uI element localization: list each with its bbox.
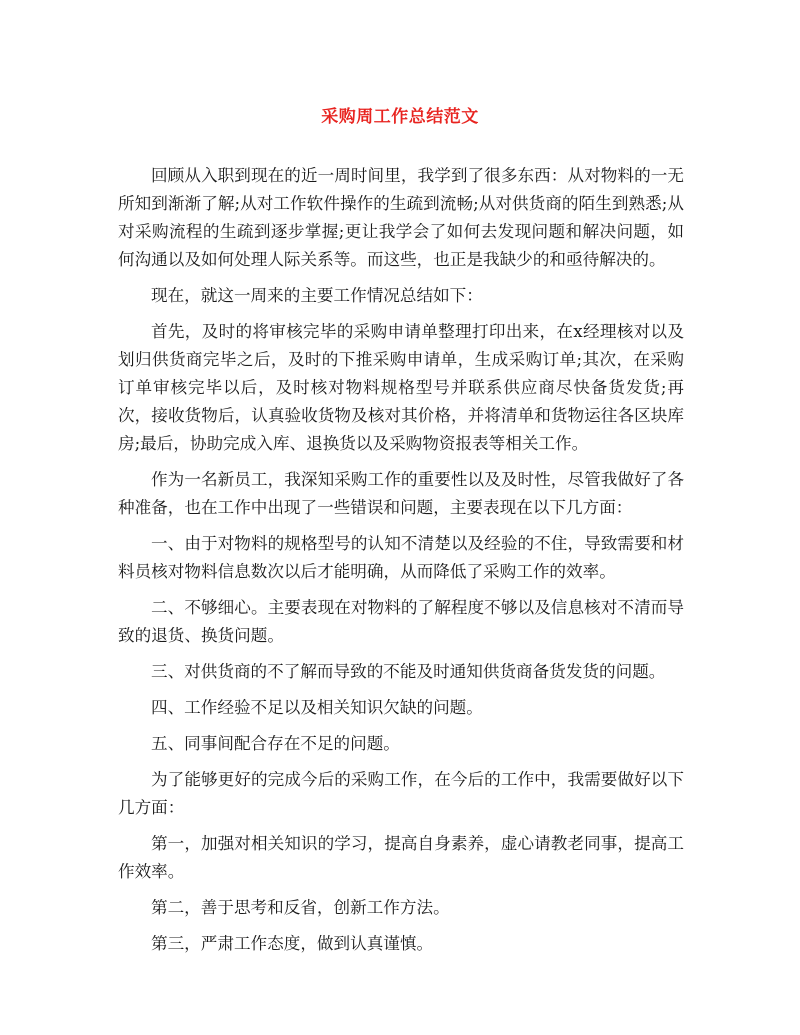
paragraph: 作为一名新员工，我深知采购工作的重要性以及及时性，尽管我做好了各种准备，也在工作中出现了一些错误和问题，主要表现在以下几方面： [118, 470, 684, 517]
paragraph: 第一，加强对相关知识的学习，提高自身素养，虚心请教老同事，提高工作效率。 [118, 834, 684, 881]
paragraph: 五、同事间配合存在不足的问题。 [151, 734, 400, 753]
document-body [118, 162, 684, 966]
paragraph: 为了能够更好的完成今后的采购工作，在今后的工作中，我需要做好以下几方面： [118, 770, 684, 817]
paragraph: 二、不够细心。主要表现在对物料的了解程度不够以及信息核对不清而导致的退货、换货问题。 [118, 598, 684, 645]
paragraph: 现在，就这一周来的主要工作情况总结如下： [151, 286, 483, 305]
paragraph: 第二，善于思考和反省，创新工作方法。 [151, 898, 450, 917]
page-title: 采购周工作总结范文 [321, 107, 479, 127]
paragraph: 一、由于对物料的规格型号的认知不清楚以及经验的不住，导致需要和材料员核对物料信息数次以后才能明确，从而降低了采购工作的效率。 [118, 534, 684, 581]
paragraph: 三、对供货商的不了解而导致的不能及时通知供货商备货发货的问题。 [151, 662, 666, 681]
paragraph: 四、工作经验不足以及相关知识欠缺的问题。 [151, 698, 483, 717]
paragraph: 回顾从入职到现在的近一周时间里，我学到了很多东西：从对物料的一无所知到渐渐了解;从对工作软件操作的生疏到流畅;从对供货商的陌生到熟悉;从对采购流程的生疏到逐步掌握;更让我学会了如何去发现问题和解决问题，如何沟通以及如何处理人际关系等。而这些，也正是我缺少的和亟待解决的。 [118, 166, 684, 269]
paragraph: 首先，及时的将审核完毕的采购申请单整理打印出来，在x经理核对以及划归供货商完毕之后，及时的下推采购申请单，生成采购订单;其次，在采购订单审核完毕以后，及时核对物料规格型号并联系供应商尽快备货发货;再次，接收货物后，认真验收货物及核对其价格，并将清单和货物运往各区块库房;最后，协助完成入库、退换货以及采购物资报表等相关工作。 [118, 322, 684, 453]
paragraph: 第三，严肃工作态度，做到认真谨慎。 [151, 934, 434, 953]
